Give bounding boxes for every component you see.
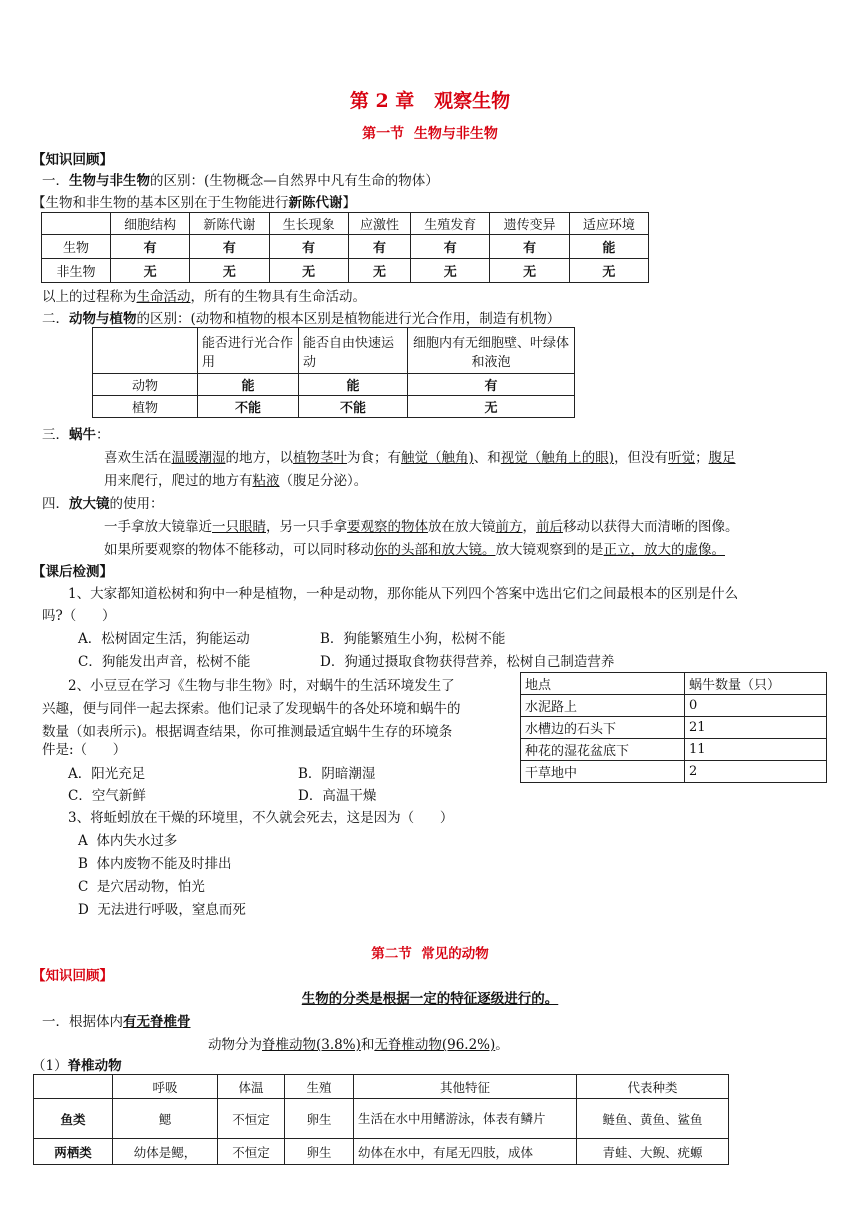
table-header: 细胞结构	[111, 213, 190, 235]
vertebrate-heading	[32, 1054, 122, 1074]
item-keyword: 放大镜	[69, 496, 110, 512]
chapter-title: 第 2 章 观察生物	[349, 90, 511, 112]
underlined: 正立，放大的虚像。	[603, 542, 725, 558]
table-cell: 生物	[42, 235, 111, 259]
item-prefix: 一．	[42, 173, 69, 189]
table-cell: 有	[411, 235, 490, 259]
table-header	[42, 213, 111, 235]
q2-option-d: D．高温干燥	[298, 788, 377, 804]
question-2-line4: 件是:（ ）	[42, 742, 127, 758]
text: ，	[522, 519, 536, 535]
q2-option-b: B．阴暗潮湿	[298, 766, 376, 782]
item-prefix: 四．	[42, 496, 69, 512]
table-cell: 干草地中	[521, 761, 685, 783]
underlined: 要观察的物体	[347, 519, 428, 535]
table-row	[34, 1099, 729, 1139]
table-header	[34, 1075, 113, 1099]
table-cell: 有	[190, 235, 269, 259]
heading-prefix: （1）	[32, 1058, 68, 1074]
text: 为食；有	[347, 450, 401, 466]
item-text: 的使用：	[109, 496, 164, 512]
table-cell: 有	[269, 235, 348, 259]
table-cell: 两栖类	[34, 1139, 113, 1165]
table-row	[93, 374, 575, 396]
q1-option-d: D．狗通过摄取食物获得营养，松树自己制造营养	[320, 654, 615, 670]
table-cell: 有	[348, 235, 410, 259]
table-cell: 幼体在水中，有尾无四肢，成体	[354, 1139, 577, 1165]
table-row	[521, 695, 827, 717]
note-underlined: 生命活动	[136, 289, 191, 305]
table-header-row	[42, 213, 649, 235]
text: 喜欢生活在	[104, 450, 172, 466]
table-cell: 不能	[299, 396, 408, 418]
item-animal-vs-plant	[42, 307, 560, 327]
note-text: ，所有的生物具有生命活动。	[190, 289, 366, 305]
basic-difference-note	[32, 191, 356, 211]
text: （腹足分泌）。	[279, 473, 368, 489]
question-2-line3: 数量（如表所示)。根据调查结果，你可推测最适宜蜗牛生存的环境条	[42, 724, 453, 740]
item-prefix: 二．	[42, 311, 69, 327]
table-cell: 有	[111, 235, 190, 259]
heading-keyword: 脊椎动物	[67, 1058, 122, 1074]
table-row	[93, 396, 575, 418]
text: 放大镜观察到的是	[495, 542, 604, 558]
text: 、和	[473, 450, 501, 466]
table-row	[521, 761, 827, 783]
table-cell: 卵生	[285, 1099, 354, 1139]
table-cell: 有	[490, 235, 569, 259]
text: 如果所要观察的物体不能移动，可以同时移动	[104, 542, 374, 558]
table-cell: 能	[299, 374, 408, 396]
note-bracket: 】	[342, 195, 356, 211]
text: ，但没有	[614, 450, 669, 466]
table-cell: 不恒定	[218, 1139, 285, 1165]
section-title: 第二节 常见的动物	[371, 946, 489, 962]
table-header	[93, 328, 198, 374]
q3-option-c: C 是穴居动物，怕光	[78, 879, 205, 895]
table-header-row	[34, 1075, 729, 1099]
table-cell: 能	[198, 374, 299, 396]
table-cell: 不恒定	[218, 1099, 285, 1139]
text: 移动以获得大而清晰的图像。	[563, 519, 739, 535]
animal-plant-table	[92, 327, 575, 418]
underlined: 你的头部和放大镜。	[374, 542, 496, 558]
animal-split-line	[208, 1033, 509, 1053]
table-cell: 无	[490, 259, 569, 283]
item-keyword: 生物与非生物	[69, 173, 150, 189]
text: 一手拿放大镜靠近	[104, 519, 212, 535]
item-prefix: 三．	[42, 427, 69, 443]
snail-count-table	[520, 672, 827, 783]
table-cell: 无	[569, 259, 648, 283]
text: 动物分为	[208, 1037, 262, 1053]
table-header: 适应环境	[569, 213, 648, 235]
question-1: 1、大家都知道松树和狗中一种是植物，一种是动物，那你能从下列四个答案中选出它们之间最根本的区别是什么	[68, 586, 739, 602]
table-header: 体温	[218, 1075, 285, 1099]
table-header: 生殖	[285, 1075, 354, 1099]
underlined: 听觉	[668, 450, 696, 466]
snail-description-line1	[104, 446, 736, 466]
table-cell: 鲢鱼、黄鱼、鲨鱼	[577, 1099, 729, 1139]
underlined: 前方	[495, 519, 523, 535]
question-1-cont: 吗?（ ）	[42, 608, 116, 624]
question-2-line1: 2、小豆豆在学习《生物与非生物》时，对蜗牛的生活环境发生了	[68, 678, 455, 694]
q1-option-c: C．狗能发出声音，松树不能	[78, 654, 251, 670]
table-cell: 2	[685, 761, 827, 783]
underlined: 前后	[536, 519, 563, 535]
table-header: 蜗牛数量（只）	[685, 673, 827, 695]
table-cell: 0	[685, 695, 827, 717]
item-magnifier	[42, 492, 164, 512]
underlined: 一只眼睛	[212, 519, 266, 535]
table-cell: 有	[408, 374, 575, 396]
table-row	[34, 1139, 729, 1165]
knowledge-review-heading: 【知识回顾】	[32, 968, 113, 984]
table-cell: 无	[408, 396, 575, 418]
table-cell: 鱼类	[34, 1099, 113, 1139]
life-activity-note	[42, 285, 366, 305]
table-row	[42, 235, 649, 259]
underlined: 粘液	[252, 473, 280, 489]
table-cell: 无	[411, 259, 490, 283]
q1-option-a: A．松树固定生活，狗能运动	[78, 631, 250, 647]
table-header-row	[521, 673, 827, 695]
table-cell: 不能	[198, 396, 299, 418]
table-header: 生殖发育	[411, 213, 490, 235]
table-cell: 21	[685, 717, 827, 739]
table-cell: 青蛙、大鲵、疣螈	[577, 1139, 729, 1165]
underlined: 温暖潮湿	[171, 450, 226, 466]
table-cell: 能	[569, 235, 648, 259]
item-prefix: 一．根据体内	[42, 1014, 123, 1030]
q3-option-a: A 体内失水过多	[78, 833, 178, 849]
q2-option-a: A．阳光充足	[68, 766, 146, 782]
item-keyword: 蜗牛	[69, 427, 96, 443]
table-header: 遗传变异	[490, 213, 569, 235]
text: 放在放大镜	[428, 519, 496, 535]
table-cell: 水泥路上	[521, 695, 685, 717]
question-2-line2: 兴趣，便与同伴一起去探索。他们记录了发现蜗牛的各处环境和蜗牛的	[42, 701, 461, 717]
classification-principle: 生物的分类是根据一定的特征逐级进行的。	[301, 991, 559, 1007]
knowledge-review-heading: 【知识回顾】	[32, 152, 113, 168]
text: 。	[495, 1037, 509, 1053]
item-text: 的区别：(生物概念—自然界中凡有生命的物体）	[150, 173, 439, 189]
item-keyword: 动物与植物	[69, 311, 137, 327]
table-cell: 鳃	[113, 1099, 218, 1139]
item-text: 的区别：(动物和植物的根本区别是植物能进行光合作用，制造有机物）	[136, 311, 561, 327]
vertebrate-table	[33, 1074, 729, 1165]
note-text: 【生物和非生物的基本区别在于生物能进行	[32, 195, 289, 211]
underlined: 触觉（触角)	[401, 450, 474, 466]
table-row	[42, 259, 649, 283]
item-keyword: 有无脊椎骨	[123, 1014, 191, 1030]
snail-description-line2	[104, 469, 367, 489]
text: ；	[695, 450, 709, 466]
table-row	[521, 739, 827, 761]
table-row	[521, 717, 827, 739]
table-header: 细胞内有无细胞壁、叶绿体和液泡	[408, 328, 575, 374]
after-class-heading: 【课后检测】	[32, 564, 113, 580]
note-text: 以上的过程称为	[42, 289, 137, 305]
table-header: 代表种类	[577, 1075, 729, 1099]
table-header: 呼吸	[113, 1075, 218, 1099]
table-cell: 水槽边的石头下	[521, 717, 685, 739]
q3-option-d: D 无法进行呼吸，窒息而死	[78, 902, 246, 918]
text: 用来爬行，爬过的地方有	[104, 473, 253, 489]
living-nonliving-table	[41, 212, 649, 283]
magnifier-line1	[104, 515, 739, 535]
underlined: 腹足	[708, 450, 736, 466]
table-cell: 植物	[93, 396, 198, 418]
table-cell: 11	[685, 739, 827, 761]
table-header: 应激性	[348, 213, 410, 235]
table-cell: 无	[269, 259, 348, 283]
table-cell: 种花的湿花盆底下	[521, 739, 685, 761]
table-cell: 卵生	[285, 1139, 354, 1165]
item-snail	[42, 423, 110, 443]
table-cell: 幼体是鳃，	[113, 1139, 218, 1165]
table-cell: 生活在水中用鳍游泳，体表有鳞片	[354, 1099, 577, 1139]
table-cell: 非生物	[42, 259, 111, 283]
text: ，另一只手拿	[266, 519, 347, 535]
question-3: 3、将蚯蚓放在干燥的环境里，不久就会死去，这是因为（ ）	[68, 810, 454, 826]
table-cell: 动物	[93, 374, 198, 396]
underlined: 植物茎叶	[293, 450, 347, 466]
q1-option-b: B．狗能繁殖生小狗，松树不能	[320, 631, 506, 647]
table-cell: 无	[348, 259, 410, 283]
table-cell: 无	[190, 259, 269, 283]
magnifier-line2	[104, 538, 725, 558]
table-cell: 无	[111, 259, 190, 283]
table-header: 新陈代谢	[190, 213, 269, 235]
note-keyword: 新陈代谢	[288, 195, 343, 211]
underlined: 脊椎动物(3.8%)	[262, 1037, 361, 1053]
section-title: 第一节 生物与非生物	[362, 126, 498, 142]
table-header: 能否进行光合作用	[198, 328, 299, 374]
underlined: 视觉（触角上的眼)	[500, 450, 615, 466]
text: 和	[360, 1037, 375, 1053]
item-text: ：	[96, 427, 110, 443]
text: 的地方，以	[225, 450, 293, 466]
table-header: 能否自由快速运动	[299, 328, 408, 374]
table-header: 其他特征	[354, 1075, 577, 1099]
table-header: 生长现象	[269, 213, 348, 235]
item-living-vs-nonliving	[42, 169, 439, 189]
q2-option-c: C．空气新鲜	[68, 788, 146, 804]
underlined: 无脊椎动物(96.2%)	[374, 1037, 496, 1053]
table-header: 地点	[521, 673, 685, 695]
q3-option-b: B 体内废物不能及时排出	[78, 856, 232, 872]
item-vertebrae	[42, 1010, 191, 1030]
table-header-row	[93, 328, 575, 374]
